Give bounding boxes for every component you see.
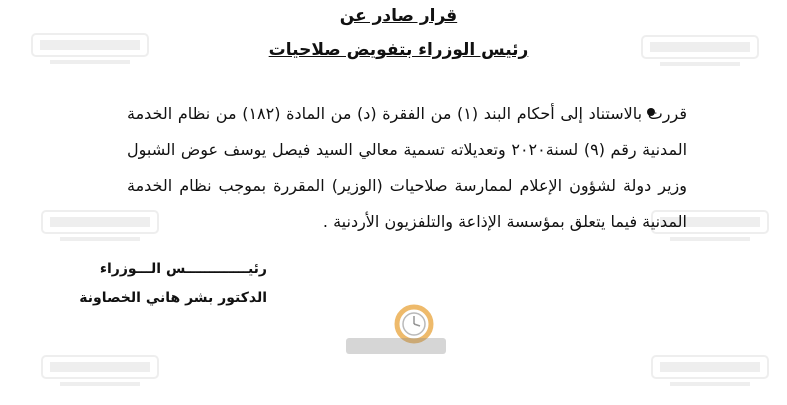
decision-paragraph: قررت بالاستناد إلى أحكام البند (١) من الفقرة (د) من المادة (١٨٢) من نظام الخدمة المدنية رقم (٩) لسنة٢٠٢٠ وتعديلاته تسمية معالي السيد فيصل يوسف عوض الشبول وزير دولة لشؤون الإعلام لممارسة صلاحيات (الوزير) المقررة بموجب نظام الخدمة المدنية فيما يتعلق بمؤسسة الإذاعة والتلفزيون الأردنية . (127, 104, 688, 231)
document-title: قرار صادر عن (339, 6, 458, 26)
document-subtitle: رئيس الوزراء بتفويض صلاحيات (268, 40, 529, 60)
clock-logo-icon (340, 302, 450, 358)
watermark-logo (40, 350, 160, 390)
signature-name: الدكتور بشر هاني الخصاونة (79, 290, 267, 306)
signature-title: رئيـــــــــــــس الـــوزراء (99, 261, 267, 277)
watermark-logo (650, 350, 770, 390)
